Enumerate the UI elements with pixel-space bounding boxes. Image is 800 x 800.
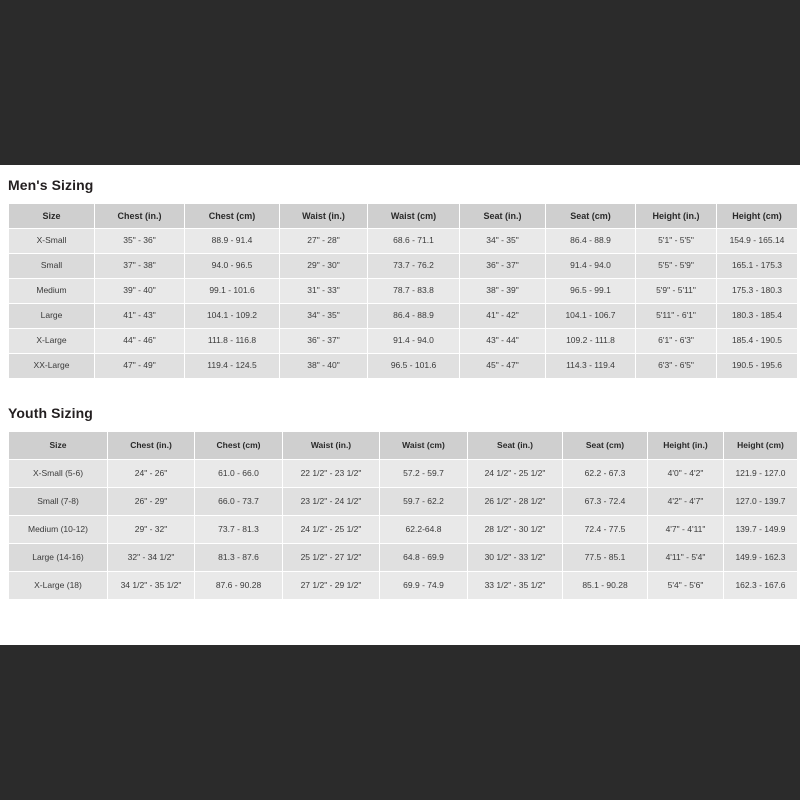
column-header-chest-in: Chest (in.) (95, 204, 185, 229)
cell-waist-cm: 62.2-64.8 (380, 516, 468, 544)
cell-height-in: 5'9" - 5'11" (636, 279, 717, 304)
cell-waist-cm: 96.5 - 101.6 (368, 354, 460, 379)
cell-chest-in: 44" - 46" (95, 329, 185, 354)
column-header-height-in: Height (in.) (636, 204, 717, 229)
cell-height-in: 5'4" - 5'6" (648, 572, 724, 600)
column-header-seat-cm: Seat (cm) (563, 432, 648, 460)
table-row (9, 460, 798, 488)
cell-chest-cm: 87.6 - 90.28 (195, 572, 283, 600)
youth-sizing-table (8, 431, 798, 600)
cell-height-in: 5'5" - 5'9" (636, 254, 717, 279)
cell-height-cm: 121.9 - 127.0 (724, 460, 798, 488)
table-row (9, 329, 798, 354)
cell-size: XX-Large (9, 354, 95, 379)
cell-seat-in: 34" - 35" (460, 229, 546, 254)
column-header-size: Size (9, 204, 95, 229)
cell-size: Large (9, 304, 95, 329)
cell-height-cm: 190.5 - 195.6 (717, 354, 798, 379)
cell-seat-cm: 67.3 - 72.4 (563, 488, 648, 516)
cell-seat-cm: 85.1 - 90.28 (563, 572, 648, 600)
cell-height-cm: 185.4 - 190.5 (717, 329, 798, 354)
cell-waist-in: 34" - 35" (280, 304, 368, 329)
cell-waist-in: 36" - 37" (280, 329, 368, 354)
top-dark-band (0, 0, 800, 165)
mens-sizing-title: Men's Sizing (8, 177, 94, 193)
cell-height-in: 5'1" - 5'5" (636, 229, 717, 254)
column-header-size: Size (9, 432, 108, 460)
table-row (9, 354, 798, 379)
table-header-row (9, 432, 798, 460)
table-row (9, 572, 798, 600)
column-header-height-cm: Height (cm) (724, 432, 798, 460)
cell-seat-in: 41" - 42" (460, 304, 546, 329)
column-header-waist-in: Waist (in.) (283, 432, 380, 460)
cell-height-cm: 175.3 - 180.3 (717, 279, 798, 304)
cell-seat-cm: 109.2 - 111.8 (546, 329, 636, 354)
cell-chest-cm: 104.1 - 109.2 (185, 304, 280, 329)
youth-sizing-title: Youth Sizing (8, 405, 93, 421)
cell-chest-cm: 99.1 - 101.6 (185, 279, 280, 304)
cell-chest-in: 39" - 40" (95, 279, 185, 304)
cell-height-cm: 162.3 - 167.6 (724, 572, 798, 600)
column-header-chest-cm: Chest (cm) (195, 432, 283, 460)
size-chart-content (0, 165, 800, 600)
cell-seat-cm: 114.3 - 119.4 (546, 354, 636, 379)
table-row (9, 254, 798, 279)
column-header-seat-cm: Seat (cm) (546, 204, 636, 229)
cell-chest-in: 34 1/2" - 35 1/2" (108, 572, 195, 600)
column-header-seat-in: Seat (in.) (460, 204, 546, 229)
cell-chest-in: 24" - 26" (108, 460, 195, 488)
cell-size: Small (9, 254, 95, 279)
cell-seat-in: 26 1/2" - 28 1/2" (468, 488, 563, 516)
cell-chest-in: 41" - 43" (95, 304, 185, 329)
cell-height-cm: 149.9 - 162.3 (724, 544, 798, 572)
cell-chest-in: 26" - 29" (108, 488, 195, 516)
column-header-chest-in: Chest (in.) (108, 432, 195, 460)
cell-seat-in: 24 1/2" - 25 1/2" (468, 460, 563, 488)
cell-waist-in: 31" - 33" (280, 279, 368, 304)
cell-seat-cm: 72.4 - 77.5 (563, 516, 648, 544)
cell-waist-in: 38" - 40" (280, 354, 368, 379)
cell-height-in: 4'11" - 5'4" (648, 544, 724, 572)
cell-waist-in: 29" - 30" (280, 254, 368, 279)
section-spacer (0, 379, 800, 393)
cell-waist-cm: 91.4 - 94.0 (368, 329, 460, 354)
youth-sizing-section (0, 405, 800, 600)
cell-height-in: 4'7" - 4'11" (648, 516, 724, 544)
table-row (9, 229, 798, 254)
mens-sizing-section (0, 177, 800, 379)
cell-chest-cm: 73.7 - 81.3 (195, 516, 283, 544)
table-header-row (9, 204, 798, 229)
cell-waist-in: 23 1/2" - 24 1/2" (283, 488, 380, 516)
cell-seat-in: 38" - 39" (460, 279, 546, 304)
cell-waist-cm: 59.7 - 62.2 (380, 488, 468, 516)
cell-seat-in: 36" - 37" (460, 254, 546, 279)
cell-height-cm: 165.1 - 175.3 (717, 254, 798, 279)
cell-waist-cm: 69.9 - 74.9 (380, 572, 468, 600)
cell-seat-cm: 62.2 - 67.3 (563, 460, 648, 488)
column-header-height-cm: Height (cm) (717, 204, 798, 229)
cell-height-cm: 154.9 - 165.14 (717, 229, 798, 254)
cell-chest-in: 47" - 49" (95, 354, 185, 379)
cell-size: X-Small (9, 229, 95, 254)
cell-chest-cm: 111.8 - 116.8 (185, 329, 280, 354)
cell-height-in: 5'11" - 6'1" (636, 304, 717, 329)
table-row (9, 488, 798, 516)
cell-size: X-Large (18) (9, 572, 108, 600)
cell-waist-cm: 73.7 - 76.2 (368, 254, 460, 279)
cell-chest-cm: 94.0 - 96.5 (185, 254, 280, 279)
cell-size: Large (14-16) (9, 544, 108, 572)
cell-seat-in: 33 1/2" - 35 1/2" (468, 572, 563, 600)
cell-waist-cm: 68.6 - 71.1 (368, 229, 460, 254)
cell-waist-cm: 57.2 - 59.7 (380, 460, 468, 488)
cell-seat-cm: 91.4 - 94.0 (546, 254, 636, 279)
cell-waist-in: 27" - 28" (280, 229, 368, 254)
cell-chest-cm: 66.0 - 73.7 (195, 488, 283, 516)
cell-height-in: 6'1" - 6'3" (636, 329, 717, 354)
cell-waist-in: 25 1/2" - 27 1/2" (283, 544, 380, 572)
table-row (9, 304, 798, 329)
cell-height-in: 4'0" - 4'2" (648, 460, 724, 488)
bottom-dark-band (0, 645, 800, 800)
cell-waist-cm: 64.8 - 69.9 (380, 544, 468, 572)
cell-chest-in: 37" - 38" (95, 254, 185, 279)
cell-seat-cm: 86.4 - 88.9 (546, 229, 636, 254)
mens-sizing-table (8, 203, 798, 379)
cell-waist-in: 22 1/2" - 23 1/2" (283, 460, 380, 488)
cell-chest-cm: 88.9 - 91.4 (185, 229, 280, 254)
cell-waist-in: 27 1/2" - 29 1/2" (283, 572, 380, 600)
cell-chest-in: 35" - 36" (95, 229, 185, 254)
cell-height-cm: 127.0 - 139.7 (724, 488, 798, 516)
cell-waist-cm: 86.4 - 88.9 (368, 304, 460, 329)
cell-height-in: 4'2" - 4'7" (648, 488, 724, 516)
table-row (9, 516, 798, 544)
cell-height-cm: 180.3 - 185.4 (717, 304, 798, 329)
table-row (9, 279, 798, 304)
cell-seat-in: 43" - 44" (460, 329, 546, 354)
cell-waist-cm: 78.7 - 83.8 (368, 279, 460, 304)
cell-height-cm: 139.7 - 149.9 (724, 516, 798, 544)
column-header-waist-cm: Waist (cm) (368, 204, 460, 229)
cell-size: X-Large (9, 329, 95, 354)
cell-chest-cm: 61.0 - 66.0 (195, 460, 283, 488)
cell-waist-in: 24 1/2" - 25 1/2" (283, 516, 380, 544)
cell-seat-in: 30 1/2" - 33 1/2" (468, 544, 563, 572)
cell-chest-in: 32" - 34 1/2" (108, 544, 195, 572)
cell-chest-in: 29" - 32" (108, 516, 195, 544)
cell-seat-in: 45" - 47" (460, 354, 546, 379)
column-header-seat-in: Seat (in.) (468, 432, 563, 460)
cell-size: Medium (10-12) (9, 516, 108, 544)
column-header-waist-cm: Waist (cm) (380, 432, 468, 460)
cell-seat-in: 28 1/2" - 30 1/2" (468, 516, 563, 544)
cell-height-in: 6'3" - 6'5" (636, 354, 717, 379)
column-header-waist-in: Waist (in.) (280, 204, 368, 229)
column-header-chest-cm: Chest (cm) (185, 204, 280, 229)
table-row (9, 544, 798, 572)
cell-seat-cm: 96.5 - 99.1 (546, 279, 636, 304)
cell-seat-cm: 104.1 - 106.7 (546, 304, 636, 329)
cell-size: Small (7-8) (9, 488, 108, 516)
column-header-height-in: Height (in.) (648, 432, 724, 460)
cell-chest-cm: 81.3 - 87.6 (195, 544, 283, 572)
cell-size: X-Small (5-6) (9, 460, 108, 488)
cell-size: Medium (9, 279, 95, 304)
cell-chest-cm: 119.4 - 124.5 (185, 354, 280, 379)
cell-seat-cm: 77.5 - 85.1 (563, 544, 648, 572)
